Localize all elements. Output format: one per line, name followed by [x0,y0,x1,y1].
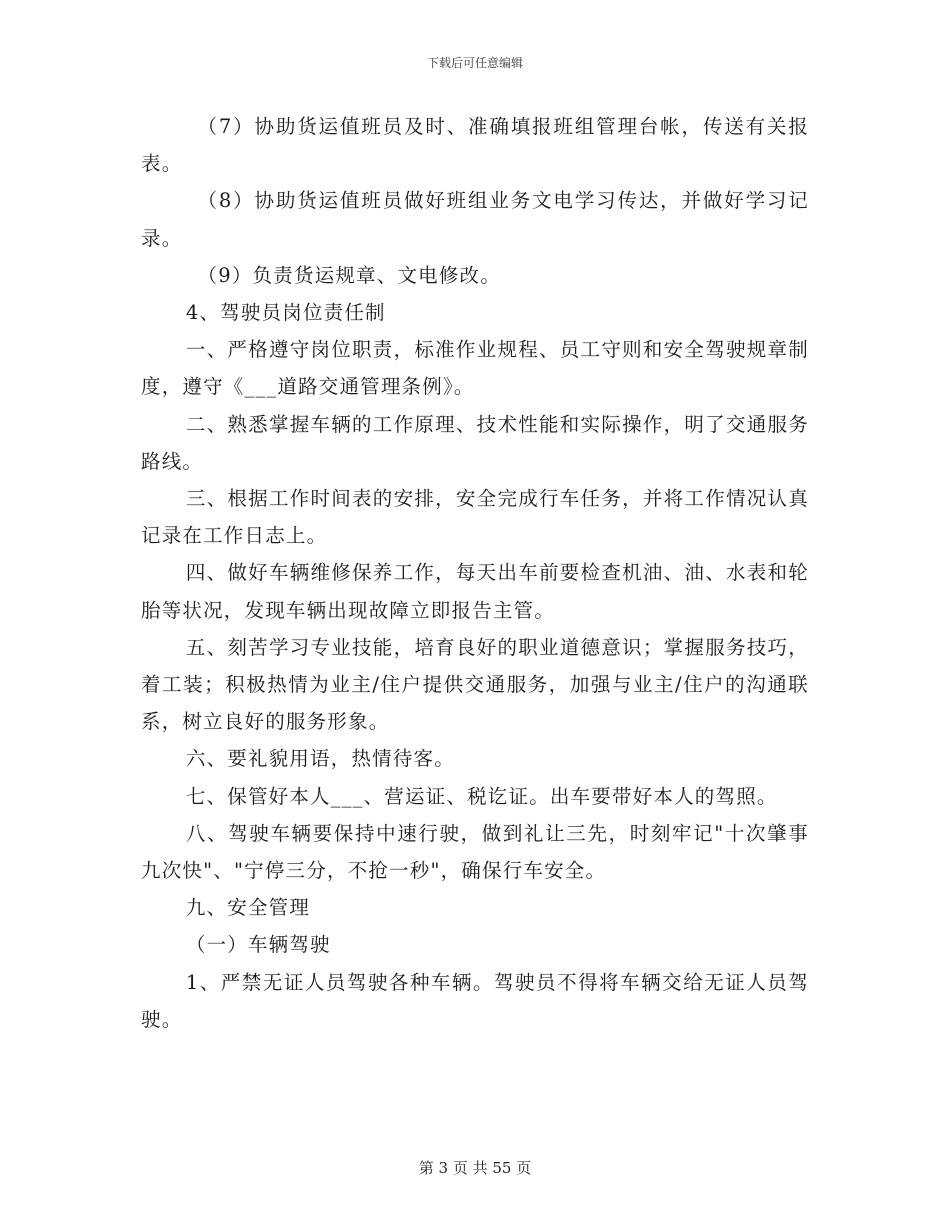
paragraph: 六、要礼貌用语，热情待客。 [185,747,455,771]
paragraph: 4、驾驶员岗位责任制 [185,301,386,325]
paragraph: 三、根据工作时间表的安排，安全完成行车任务，并将工作情况认真记录在工作日志上。 [141,487,809,548]
paragraph: 一、严格遵守岗位职责，标准作业规程、员工守则和安全驾驶规章制度，遵守《___道路交通管理条例》。 [141,338,809,399]
page-header: 下载后可任意编辑 [426,56,523,70]
page-number: 第 3 页 共 55 页 [418,1159,532,1177]
paragraph: 九、安全管理 [185,896,311,920]
paragraph: （7）协助货运值班员及时、准确填报班组管理台帐，传送有关报表。 [141,115,809,176]
document-body [141,108,809,1038]
paragraph: 五、刻苦学习专业技能，培育良好的职业道德意识；掌握服务技巧，着工装；积极热情为业主/住户提供交通服务，加强与业主/住户的沟通联系，树立良好的服务形象。 [141,635,809,734]
paragraph: （一）车辆驾驶 [185,933,331,957]
paragraph: 1、严禁无证人员驾驶各种车辆。驾驶员不得将车辆交给无证人员驾驶。 [141,970,809,1031]
paragraph: 七、保管好本人___、营运证、税讫证。出车要带好本人的驾照。 [185,784,778,808]
paragraph: 二、熟悉掌握车辆的工作原理、技术性能和实际操作，明了交通服务路线。 [141,412,809,473]
paragraph: 八、驾驶车辆要保持中速行驶，做到礼让三先，时刻牢记"十次肇事九次快"、"宁停三分，不抢一秒"，确保行车安全。 [141,821,809,883]
paragraph: （9）负责货运规章、文电修改。 [197,263,501,287]
paragraph: （8）协助货运值班员做好班组业务文电学习传达，并做好学习记录。 [141,189,809,250]
paragraph: 四、做好车辆维修保养工作，每天出车前要检查机油、油、水表和轮胎等状况，发现车辆出现故障立即报告主管。 [141,561,809,622]
